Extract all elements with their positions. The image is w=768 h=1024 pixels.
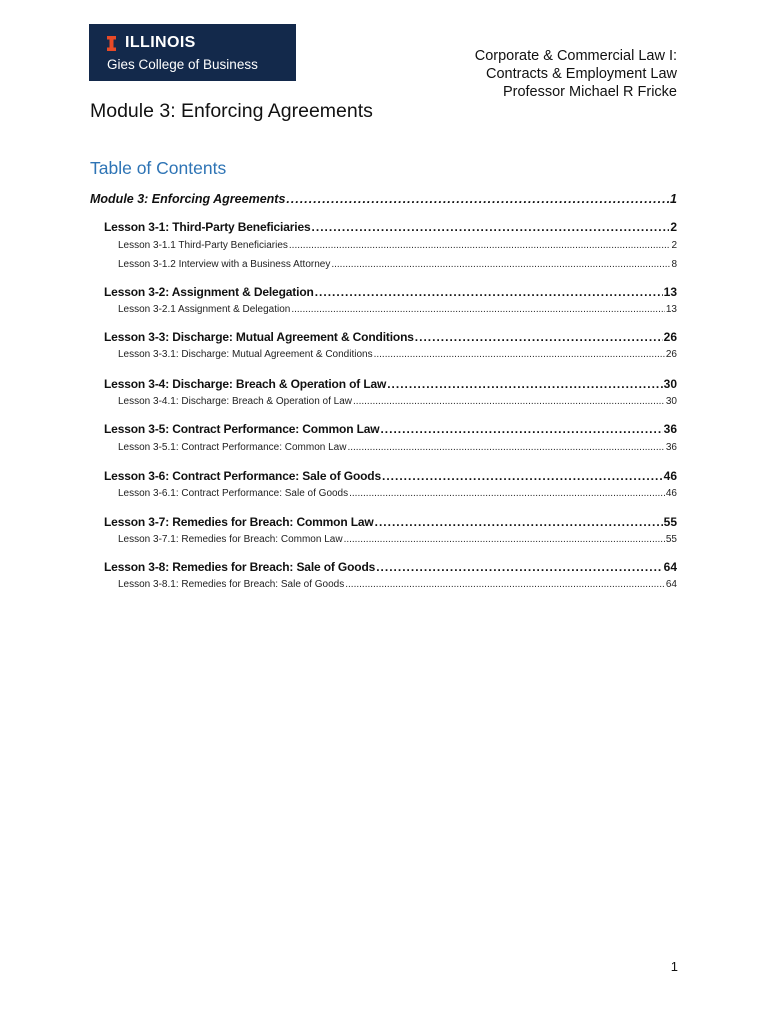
toc-lesson-entry[interactable] — [104, 220, 677, 234]
toc-entry-title: Lesson 3-1.1 Third-Party Beneficiaries — [118, 240, 288, 251]
toc-entry-title: Lesson 3-3.1: Discharge: Mutual Agreement & Conditions — [118, 349, 373, 360]
toc-entry-page: 55 — [665, 534, 677, 545]
toc-dot-leader — [286, 192, 669, 206]
toc-entry-page: 1 — [670, 192, 677, 206]
page-number: 1 — [670, 959, 678, 974]
toc-dot-leader — [380, 422, 662, 436]
toc-dot-leader — [291, 304, 665, 315]
module-title: Module 3: Enforcing Agreements — [90, 100, 373, 122]
toc-sublesson-entry[interactable] — [118, 579, 677, 590]
toc-sublesson-entry[interactable] — [118, 534, 677, 545]
toc-sublesson-entry[interactable] — [118, 442, 677, 453]
toc-entry-title: Lesson 3-4.1: Discharge: Breach & Operation of Law — [118, 396, 353, 407]
toc-sublesson-entry[interactable] — [118, 488, 677, 499]
toc-dot-leader — [312, 220, 670, 234]
toc-lesson-entry[interactable] — [104, 285, 677, 299]
toc-entry-title: Lesson 3-5: Contract Performance: Common Law — [104, 422, 380, 436]
toc-entry-page: 13 — [663, 285, 677, 299]
toc-lesson-entry[interactable] — [104, 560, 677, 574]
block-i-icon — [107, 36, 116, 51]
toc-sublesson-entry[interactable] — [118, 396, 677, 407]
illinois-gies-logo — [89, 24, 296, 81]
toc-entry-page: 46 — [665, 488, 677, 499]
toc-dot-leader — [375, 515, 663, 529]
toc-lesson-entry[interactable] — [104, 515, 677, 529]
toc-dot-leader — [315, 285, 663, 299]
toc-entry-page: 36 — [663, 422, 677, 436]
toc-lesson-entry[interactable] — [104, 377, 677, 391]
course-title-line-2: Contracts & Employment Law — [486, 66, 677, 82]
toc-dot-leader — [347, 442, 664, 453]
toc-entry-title: Lesson 3-6: Contract Performance: Sale of Goods — [104, 469, 382, 483]
toc-dot-leader — [382, 469, 663, 483]
toc-entry-page: 30 — [665, 396, 677, 407]
toc-entry-page: 26 — [665, 349, 677, 360]
toc-module-entry[interactable] — [90, 192, 677, 206]
toc-entry-title: Lesson 3-8.1: Remedies for Breach: Sale of Goods — [118, 579, 345, 590]
toc-dot-leader — [345, 579, 665, 590]
toc-entry-title: Lesson 3-6.1: Contract Performance: Sale of Goods — [118, 488, 349, 499]
toc-dot-leader — [376, 560, 662, 574]
toc-sublesson-entry[interactable] — [118, 259, 677, 270]
toc-dot-leader — [415, 330, 663, 344]
toc-entry-title: Lesson 3-4: Discharge: Breach & Operation of Law — [104, 377, 387, 391]
toc-entry-page: 30 — [663, 377, 677, 391]
logo-subtitle: Gies College of Business — [107, 57, 258, 72]
toc-lesson-entry[interactable] — [104, 330, 677, 344]
toc-heading: Table of Contents — [90, 158, 227, 178]
toc-entry-page: 64 — [665, 579, 677, 590]
toc-entry-title: Lesson 3-7.1: Remedies for Breach: Common Law — [118, 534, 343, 545]
toc-entry-page: 36 — [665, 442, 677, 453]
toc-entry-title: Lesson 3-7: Remedies for Breach: Common Law — [104, 515, 374, 529]
toc-entry-title: Lesson 3-2.1 Assignment & Delegation — [118, 304, 291, 315]
toc-dot-leader — [374, 349, 665, 360]
toc-dot-leader — [353, 396, 665, 407]
toc-entry-page: 2 — [670, 220, 677, 234]
toc-entry-title: Lesson 3-2: Assignment & Delegation — [104, 285, 314, 299]
toc-entry-page: 2 — [671, 240, 677, 251]
logo-wordmark: ILLINOIS — [125, 34, 196, 51]
toc-entry-title: Lesson 3-8: Remedies for Breach: Sale of Goods — [104, 560, 376, 574]
toc-lesson-entry[interactable] — [104, 422, 677, 436]
course-professor: Professor Michael R Fricke — [502, 84, 677, 100]
toc-dot-leader — [331, 259, 670, 270]
toc-entry-page: 8 — [671, 259, 677, 270]
toc-sublesson-entry[interactable] — [118, 304, 677, 315]
logo-top-row — [107, 34, 196, 52]
toc-dot-leader — [344, 534, 665, 545]
toc-sublesson-entry[interactable] — [118, 349, 677, 360]
toc-entry-title: Lesson 3-5.1: Contract Performance: Common Law — [118, 442, 347, 453]
toc-dot-leader — [349, 488, 665, 499]
toc-dot-leader — [289, 240, 671, 251]
toc-entry-page: 46 — [663, 469, 677, 483]
toc-entry-title: Lesson 3-1.2 Interview with a Business Attorney — [118, 259, 331, 270]
course-title-line-1: Corporate & Commercial Law I: — [474, 48, 677, 64]
toc-entry-page: 64 — [663, 560, 677, 574]
course-info — [475, 47, 677, 101]
toc-entry-page: 13 — [665, 304, 677, 315]
toc-entry-page: 55 — [663, 515, 677, 529]
toc-entry-page: 26 — [663, 330, 677, 344]
toc-entry-title: Lesson 3-3: Discharge: Mutual Agreement & Conditions — [104, 330, 414, 344]
toc-sublesson-entry[interactable] — [118, 240, 677, 251]
toc-entry-title: Module 3: Enforcing Agreements — [90, 192, 286, 206]
toc-entry-title: Lesson 3-1: Third-Party Beneficiaries — [104, 220, 311, 234]
toc-lesson-entry[interactable] — [104, 469, 677, 483]
toc-dot-leader — [387, 377, 662, 391]
